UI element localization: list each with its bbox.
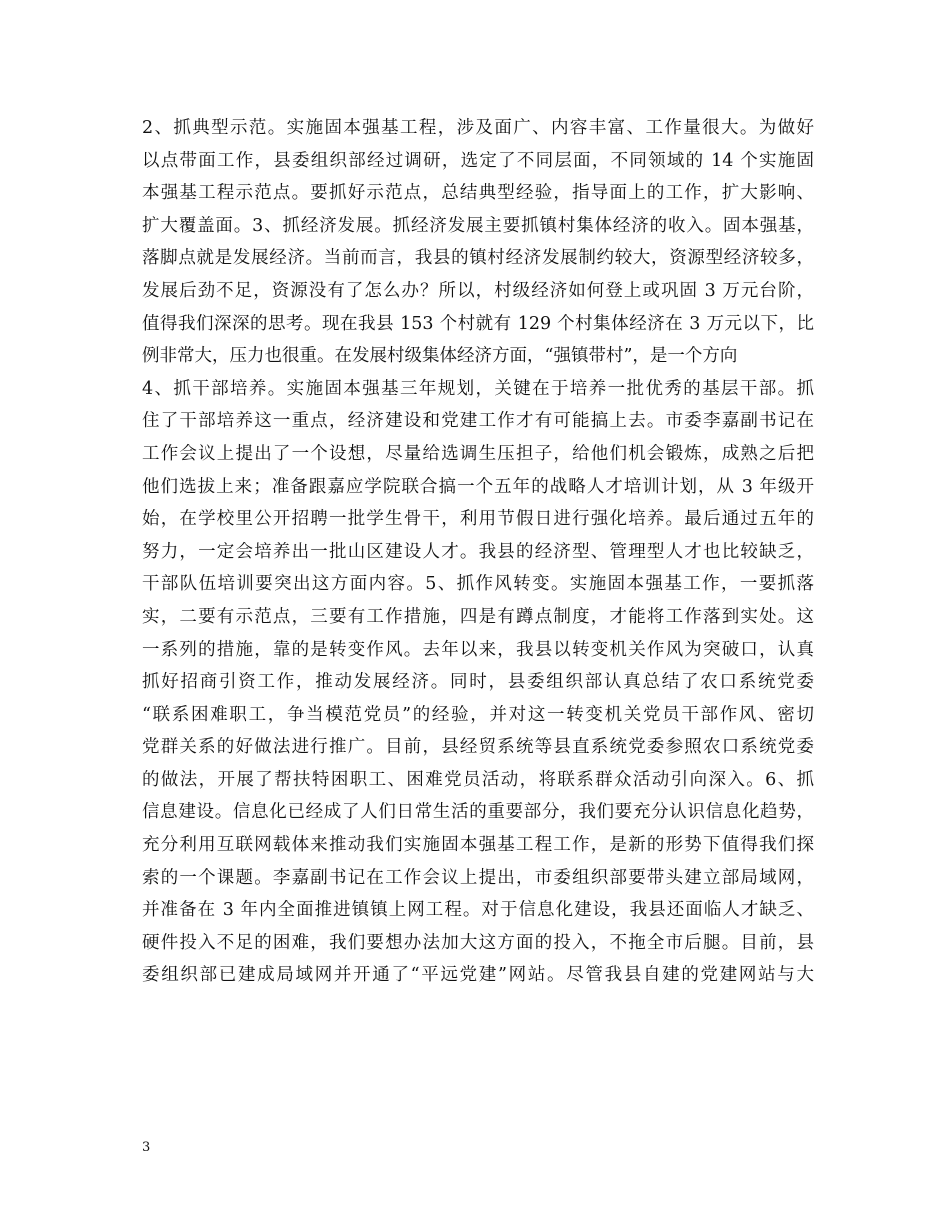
text-line: 扩大覆盖面。3、抓经济发展。抓经济发展主要抓镇村集体经济的收入。固本强基， (142, 215, 814, 236)
text-line: “联系困难职工，争当模范党员”的经验，并对这一转变机关党员干部作风、密切 (142, 704, 814, 725)
text-line: 发展后劲不足，资源没有了怎么办？所以，村级经济如何登上或巩固 3 万元台阶， (142, 280, 814, 301)
text-line: 信息建设。信息化已经成了人们日常生活的重要部分，我们要充分认识信息化趋势， (142, 802, 814, 823)
text-line: 始，在学校里公开招聘一批学生骨干，利用节假日进行强化培养。最后通过五年的 (142, 509, 814, 530)
text-line: 抓好招商引资工作，推动发展经济。同时，县委组织部认真总结了农口系统党委 (142, 672, 814, 693)
body-text (142, 112, 814, 992)
text-line: 例非常大，压力也很重。在发展村级集体经济方面，“强镇带村”，是一个方向 (142, 346, 738, 367)
text-line: 硬件投入不足的困难，我们要想办法加大这方面的投入，不拖全市后腿。目前，县 (142, 932, 814, 953)
text-line: 住了干部培养这一重点，经济建设和党建工作才有可能搞上去。市委李嘉副书记在 (142, 411, 814, 432)
page-number: 3 (142, 1140, 151, 1155)
text-line: 干部队伍培训要突出这方面内容。5、抓作风转变。实施固本强基工作，一要抓落 (142, 574, 814, 595)
text-line: 索的一个课题。李嘉副书记在工作会议上提出，市委组织部要带头建立部局域网， (142, 867, 814, 888)
text-line: 2、抓典型示范。实施固本强基工程，涉及面广、内容丰富、工作量很大。为做好 (142, 118, 814, 138)
text-line: 工作会议上提出了一个设想，尽量给选调生压担子，给他们机会锻炼，成熟之后把 (142, 443, 814, 464)
text-line: 以点带面工作，县委组织部经过调研，选定了不同层面，不同领域的 14 个实施固 (142, 150, 814, 171)
text-line: 党群关系的好做法进行推广。目前，县经贸系统等县直系统党委参照农口系统党委 (142, 737, 814, 758)
text-line: 委组织部已建成局域网并开通了“平远党建”网站。尽管我县自建的党建网站与大 (142, 965, 814, 986)
text-line: 他们选拔上来；准备跟嘉应学院联合搞一个五年的战略人才培训计划，从 3 年级开 (142, 476, 814, 497)
text-line: 落脚点就是发展经济。当前而言，我县的镇村经济发展制约较大，资源型经济较多， (142, 248, 814, 269)
text-line: 4、抓干部培养。实施固本强基三年规划，关键在于培养一批优秀的基层干部。抓 (142, 378, 814, 399)
text-line: 实，二要有示范点，三要有工作措施，四是有蹲点制度，才能将工作落到实处。这 (142, 606, 814, 627)
text-line: 努力，一定会培养出一批山区建设人才。我县的经济型、管理型人才也比较缺乏， (142, 541, 814, 562)
text-line: 并准备在 3 年内全面推进镇镇上网工程。对于信息化建设，我县还面临人才缺乏、 (142, 900, 814, 921)
text-line: 本强基工程示范点。要抓好示范点，总结典型经验，指导面上的工作，扩大影响、 (142, 183, 814, 204)
text-line: 的做法，开展了帮扶特困职工、困难党员活动，将联系群众活动引向深入。6、抓 (142, 769, 814, 790)
text-line: 值得我们深深的思考。现在我县 153 个村就有 129 个村集体经济在 3 万元以下，比 (142, 313, 814, 334)
text-line: 一系列的措施，靠的是转变作风。去年以来，我县以转变机关作风为突破口，认真 (142, 639, 814, 660)
text-line: 充分利用互联网载体来推动我们实施固本强基工程工作，是新的形势下值得我们探 (142, 835, 814, 856)
